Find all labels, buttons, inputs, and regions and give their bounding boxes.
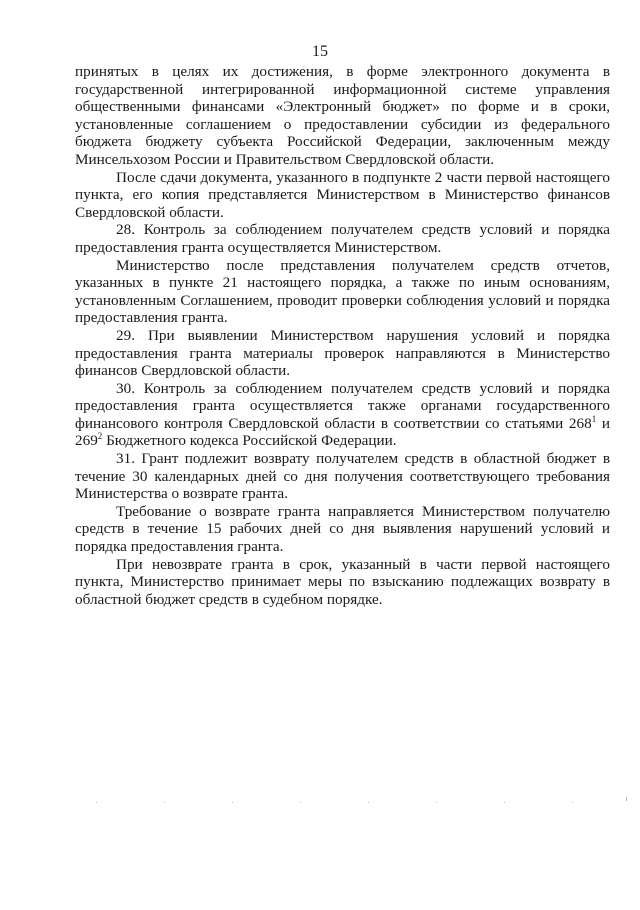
item-30-text-end: Бюджетного кодекса Российской Федерации. [102,432,397,450]
scan-dot [232,802,233,803]
document-body [75,63,610,608]
scan-dot [436,802,437,803]
paragraph-item-29: 29. При выявлении Министерством нарушения условий и порядка предоставления гранта материалы проверок направляются в Министерство финансов Свердловской области. [75,326,610,380]
paragraph-continuation: принятых в целях их достижения, в форме электронного документа в государственной интегрированной информационной системе управления общественными финансами «Электронный бюджет» по форме и в сроки, установленные соглашением о предоставлении субсидии из федерального бюджета бюджету субъекта Российской Федерации, заключенным между Минсельхозом России и Правительством Свердловской области. [75,63,610,168]
superscript-1: 1 [591,413,597,424]
scan-dot [504,802,505,803]
superscript-2: 2 [97,431,103,442]
paragraph-refund-request: Требование о возврате гранта направляется Министерством получателю средств в течение 15 рабочих дней со дня выявления нарушений условий и порядка предоставления гранта. [75,502,610,556]
scan-dot [572,802,573,803]
scan-dot [626,797,627,801]
scan-dot [164,802,165,803]
item-30-text-mid: и 269 [75,414,610,450]
paragraph-item-28: 28. Контроль за соблюдением получателем средств условий и порядка предоставления гранта осуществляется Министерством. [75,221,610,256]
paragraph-ministry-checks: Министерство после представления получателем средств отчетов, указанных в пункте 21 настоящего порядка, а также по иным основаниям, установленным Соглашением, проводит проверки соблюдения условий и порядка предоставления гранта. [75,256,610,327]
scan-artifacts [0,800,640,806]
scan-dot [300,802,301,803]
paragraph-item-31: 31. Грант подлежит возврату получателем средств в областной бюджет в течение 30 календарных дней со дня получения соответствующего требования Министерства о возврате гранта. [75,450,610,503]
paragraph-court-recovery: При невозврате гранта в срок, указанный в части первой настоящего пункта, Министерство принимает меры по взысканию подлежащих возврату в областной бюджет средств в судебном порядке. [75,555,610,608]
item-30-text-start: 30. Контроль за соблюдением получателем средств условий и порядка предоставления гранта осуществляется также органами государственного финансового контроля Свердловской области в соответствии со статьями 268 [75,379,610,432]
paragraph-copy-submission: После сдачи документа, указанного в подпункте 2 части первой настоящего пункта, его копия представляется Министерством в Министерство финансов Свердловской области. [75,168,610,221]
scan-dot [368,802,369,803]
page-number: 15 [312,43,328,60]
paragraph-item-30 [75,380,610,450]
scan-dot [96,802,97,803]
